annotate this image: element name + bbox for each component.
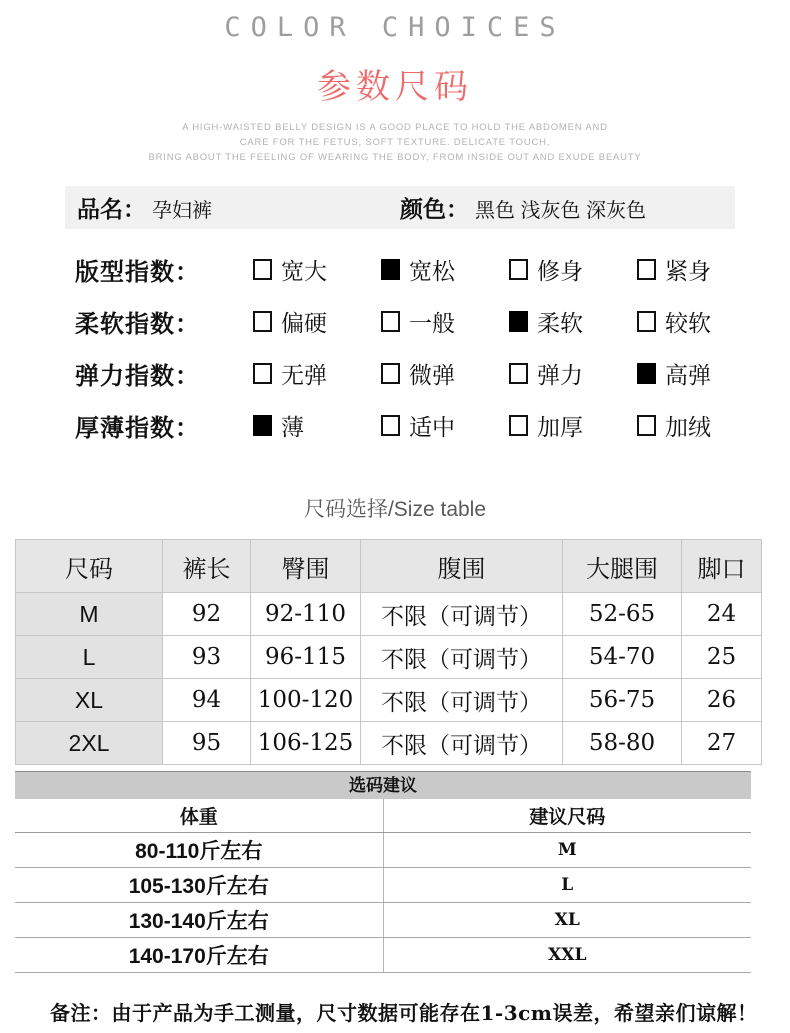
- suggestion-table-row: [15, 832, 751, 867]
- page-header: [0, 0, 790, 165]
- subtitle-text: [0, 120, 790, 165]
- size-table-cell: 56-75: [563, 679, 682, 722]
- suggestion-table-row: [15, 867, 751, 902]
- size-table-row: [16, 593, 762, 636]
- size-table-cell: 95: [163, 722, 251, 765]
- index-row: [75, 347, 790, 399]
- size-table-cell: 25: [682, 636, 762, 679]
- index-options: [253, 253, 765, 286]
- size-table-cell: 96-115: [251, 636, 361, 679]
- checkbox-unchecked-icon: [381, 363, 400, 384]
- index-row: [75, 295, 790, 347]
- option-label: 加绒: [665, 413, 711, 440]
- index-option: [253, 305, 381, 338]
- index-label: 版型指数：: [75, 258, 200, 286]
- size-table-heading: 尺码选择/Size table: [303, 498, 487, 521]
- index-option: [637, 305, 765, 338]
- size-column-header: 脚口: [682, 540, 762, 593]
- product-name-group: [77, 191, 400, 224]
- checkbox-unchecked-icon: [509, 363, 528, 384]
- checkbox-unchecked-icon: [637, 259, 656, 280]
- index-row: [75, 399, 790, 451]
- size-table-cell: 106-125: [251, 722, 361, 765]
- product-color-group: [400, 191, 646, 224]
- option-label: 宽松: [409, 257, 455, 284]
- size-table-cell: L: [16, 636, 163, 679]
- checkbox-unchecked-icon: [253, 259, 272, 280]
- size-column-header: 大腿围: [563, 540, 682, 593]
- suggestion-table-cell: XL: [383, 902, 751, 937]
- checkbox-checked-icon: [253, 415, 272, 436]
- index-option: [253, 357, 381, 390]
- option-label: 柔软: [537, 309, 583, 336]
- index-options: [253, 357, 765, 390]
- subtitle-line-3: BRING ABOUT THE FEELING OF WEARING THE BODY, FROM INSIDE OUT AND EXUDE BEAUTY: [148, 152, 642, 163]
- size-table-row: [16, 722, 762, 765]
- option-label: 无弹: [281, 361, 327, 388]
- option-label: 较软: [665, 309, 711, 336]
- index-option: [637, 409, 765, 442]
- option-label: 加厚: [537, 413, 583, 440]
- suggestion-table-cell: 80-110斤左右: [15, 832, 383, 867]
- index-option: [381, 253, 509, 286]
- title-english: COLOR CHOICES: [224, 12, 566, 43]
- checkbox-checked-icon: [381, 259, 400, 280]
- suggestion-column-header: 建议尺码: [383, 799, 751, 832]
- size-table-cell: 100-120: [251, 679, 361, 722]
- option-label: 薄: [281, 413, 304, 440]
- product-color-value: 黑色 浅灰色 深灰色: [475, 200, 647, 222]
- suggestion-table-cell: XXL: [383, 937, 751, 972]
- option-label: 修身: [537, 257, 583, 284]
- page-title: 参数尺码: [317, 68, 473, 106]
- size-table-cell: 24: [682, 593, 762, 636]
- size-table-cell: M: [16, 593, 163, 636]
- index-option: [381, 305, 509, 338]
- suggestion-table-cell: L: [383, 867, 751, 902]
- size-column-header: 尺码: [16, 540, 163, 593]
- checkbox-unchecked-icon: [253, 363, 272, 384]
- size-table: [15, 539, 762, 765]
- index-option: [637, 253, 765, 286]
- checkbox-unchecked-icon: [381, 415, 400, 436]
- footnote: 备注：由于产品为手工测量，尺寸数据可能存在1-3cm误差，希望亲们谅解！: [50, 1000, 758, 1025]
- option-label: 紧身: [665, 257, 711, 284]
- size-table-header-row: [16, 540, 762, 593]
- index-row: [75, 243, 790, 295]
- size-table-row: [16, 679, 762, 722]
- option-label: 弹力: [537, 361, 583, 388]
- size-table-cell: 27: [682, 722, 762, 765]
- index-label: 柔软指数：: [75, 310, 200, 338]
- suggestion-table-cell: 130-140斤左右: [15, 902, 383, 937]
- size-table-cell: 不限（可调节）: [361, 593, 563, 636]
- index-option: [509, 305, 637, 338]
- size-table-cell: 不限（可调节）: [361, 636, 563, 679]
- suggestion-header-row: [15, 799, 751, 832]
- checkbox-unchecked-icon: [509, 415, 528, 436]
- size-column-header: 腹围: [361, 540, 563, 593]
- size-table-cell: XL: [16, 679, 163, 722]
- subtitle-line-2: CARE FOR THE FETUS, SOFT TEXTURE. DELICATE TOUCH,: [239, 137, 551, 148]
- index-label: 弹力指数：: [75, 362, 200, 390]
- suggestion-banner: 选码建议: [15, 771, 751, 799]
- checkbox-unchecked-icon: [381, 311, 400, 332]
- size-table-cell: 52-65: [563, 593, 682, 636]
- size-table-row: [16, 636, 762, 679]
- checkbox-unchecked-icon: [637, 415, 656, 436]
- product-color-label: 颜色：: [400, 196, 469, 222]
- option-label: 适中: [409, 413, 455, 440]
- index-option: [509, 409, 637, 442]
- index-option: [637, 357, 765, 390]
- index-label: 厚薄指数：: [75, 414, 200, 442]
- index-options: [253, 409, 765, 442]
- size-table-cell: 93: [163, 636, 251, 679]
- index-options: [253, 305, 765, 338]
- size-column-header: 臀围: [251, 540, 361, 593]
- suggestion-table-cell: M: [383, 832, 751, 867]
- index-option: [381, 409, 509, 442]
- checkbox-unchecked-icon: [637, 311, 656, 332]
- checkbox-unchecked-icon: [509, 259, 528, 280]
- option-label: 宽大: [281, 257, 327, 284]
- suggestion-column-header: 体重: [15, 799, 383, 832]
- suggestion-table-cell: 140-170斤左右: [15, 937, 383, 972]
- size-table-cell: 不限（可调节）: [361, 722, 563, 765]
- suggestion-table-row: [15, 902, 751, 937]
- index-option: [253, 409, 381, 442]
- size-table-cell: 26: [682, 679, 762, 722]
- size-table-cell: 2XL: [16, 722, 163, 765]
- size-table-cell: 94: [163, 679, 251, 722]
- size-table-cell: 不限（可调节）: [361, 679, 563, 722]
- index-option: [509, 357, 637, 390]
- size-table-cell: 92-110: [251, 593, 361, 636]
- option-label: 偏硬: [281, 309, 327, 336]
- product-name-value: 孕妇裤: [152, 200, 212, 222]
- option-label: 微弹: [409, 361, 455, 388]
- subtitle-line-1: A HIGH-WAISTED BELLY DESIGN IS A GOOD PLACE TO HOLD THE ABDOMEN AND: [182, 122, 608, 133]
- index-option: [381, 357, 509, 390]
- index-option: [509, 253, 637, 286]
- size-column-header: 裤长: [163, 540, 251, 593]
- checkbox-checked-icon: [509, 311, 528, 332]
- product-name-label: 品名：: [77, 196, 146, 222]
- index-section: [75, 243, 790, 451]
- checkbox-checked-icon: [637, 363, 656, 384]
- option-label: 高弹: [665, 361, 711, 388]
- suggestion-table-cell: 105-130斤左右: [15, 867, 383, 902]
- size-table-cell: 92: [163, 593, 251, 636]
- index-option: [253, 253, 381, 286]
- option-label: 一般: [409, 309, 455, 336]
- checkbox-unchecked-icon: [253, 311, 272, 332]
- suggestion-table: [15, 799, 751, 973]
- size-table-cell: 54-70: [563, 636, 682, 679]
- size-table-cell: 58-80: [563, 722, 682, 765]
- product-info-row: [65, 186, 735, 229]
- suggestion-table-row: [15, 937, 751, 972]
